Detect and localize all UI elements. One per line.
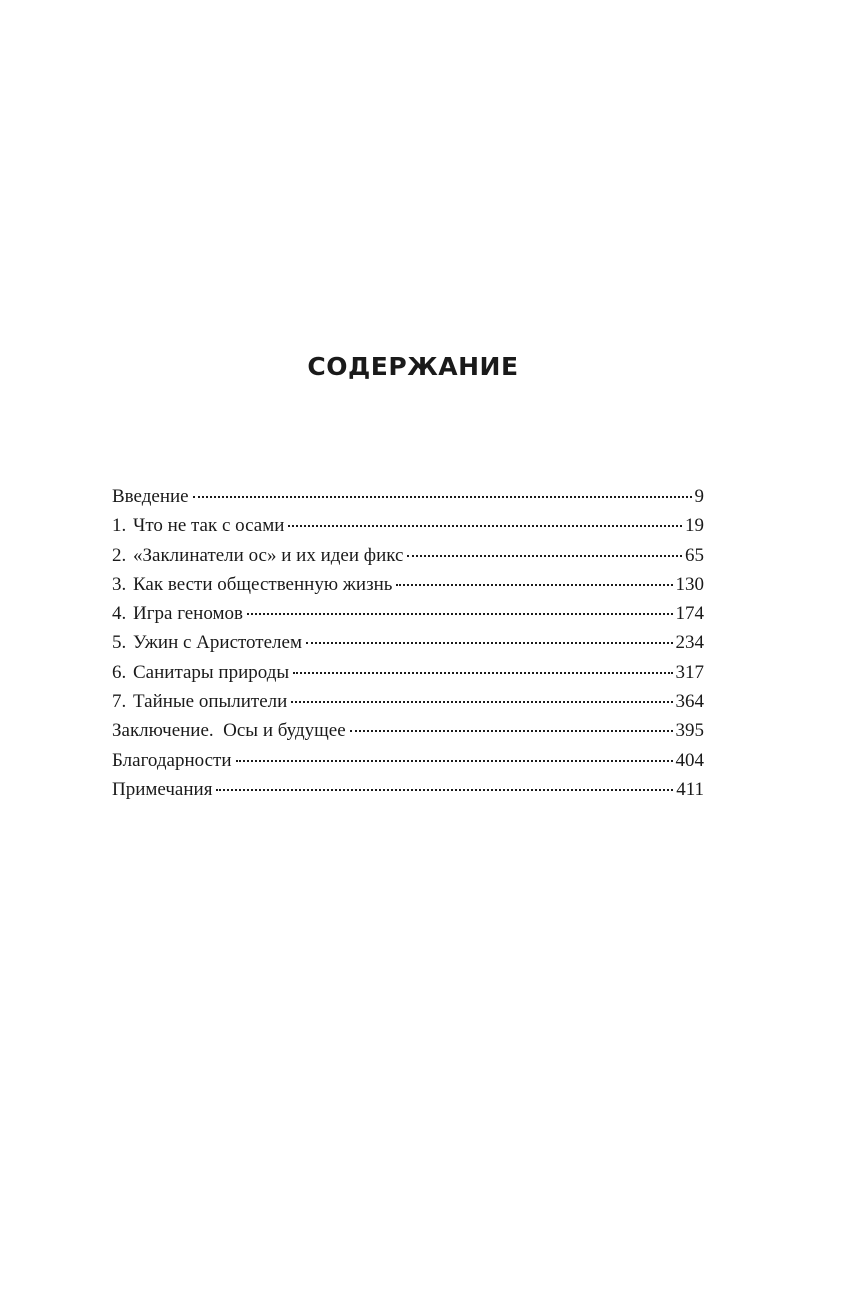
dot-leader (306, 642, 673, 644)
toc-entry-chapter-4[interactable] (112, 599, 704, 628)
toc-entry-chapter-3[interactable] (112, 570, 704, 599)
dot-leader (216, 789, 673, 791)
toc-entry-page: 9 (694, 486, 704, 507)
toc-entry-page: 364 (675, 691, 704, 713)
toc-entry-chapter-1[interactable] (112, 511, 704, 540)
toc-entry-conclusion[interactable] (112, 716, 704, 745)
page-title: СОДЕРЖАНИЕ (307, 352, 519, 381)
dot-leader (293, 672, 672, 674)
dot-leader (291, 701, 672, 703)
dot-leader (407, 555, 682, 557)
toc-entry-number: 4. (112, 603, 127, 625)
toc-entry-label: Ужин с Аристотелем (133, 632, 302, 654)
toc-entry-acknowledgements[interactable] (112, 746, 704, 775)
toc-entry-chapter-7[interactable] (112, 687, 704, 716)
toc-entry-number: 7. (112, 691, 127, 713)
toc-entry-notes[interactable] (112, 775, 704, 804)
toc-entry-number: 6. (112, 661, 127, 683)
toc-entry-introduction[interactable] (112, 482, 704, 511)
toc-entry-page: 404 (675, 749, 704, 771)
toc-entry-chapter-2[interactable] (112, 541, 704, 570)
toc-entry-label: «Заклинатели ос» и их идеи фикс (133, 544, 404, 566)
dot-leader (396, 584, 672, 586)
toc-entry-number: 3. (112, 573, 127, 595)
toc-entry-page: 130 (675, 573, 704, 595)
toc-entry-page: 411 (676, 778, 704, 800)
dot-leader (288, 525, 682, 527)
toc-entry-page: 395 (675, 720, 704, 742)
toc-entry-page: 317 (675, 661, 704, 683)
dot-leader (247, 613, 673, 615)
toc-entry-page: 65 (685, 544, 704, 566)
toc-entry-page: 234 (675, 632, 704, 654)
toc-entry-label: Санитары природы (133, 661, 290, 683)
toc-entry-chapter-5[interactable] (112, 628, 704, 657)
toc-entry-label: Благодарности (112, 749, 232, 771)
toc-entry-label: Введение (112, 486, 189, 507)
dot-leader (350, 730, 673, 732)
toc-entry-page: 174 (675, 603, 704, 625)
toc-entry-page: 19 (685, 515, 704, 537)
toc-entry-label: Как вести общественную жизнь (133, 573, 393, 595)
toc-entry-chapter-6[interactable] (112, 658, 704, 687)
toc-entry-label: Заключение. Осы и будущее (112, 720, 346, 742)
toc-entry-label: Тайные опылители (133, 691, 288, 713)
toc-entry-label: Что не так с осами (133, 515, 285, 537)
toc-entry-number: 2. (112, 544, 127, 566)
toc-entry-number: 5. (112, 632, 127, 654)
toc-entry-label: Игра геномов (133, 603, 243, 625)
toc-entry-label: Примечания (112, 778, 213, 800)
toc-entry-number: 1. (112, 515, 127, 537)
table-of-contents (112, 482, 704, 804)
dot-leader (236, 760, 673, 762)
dot-leader (193, 496, 692, 498)
